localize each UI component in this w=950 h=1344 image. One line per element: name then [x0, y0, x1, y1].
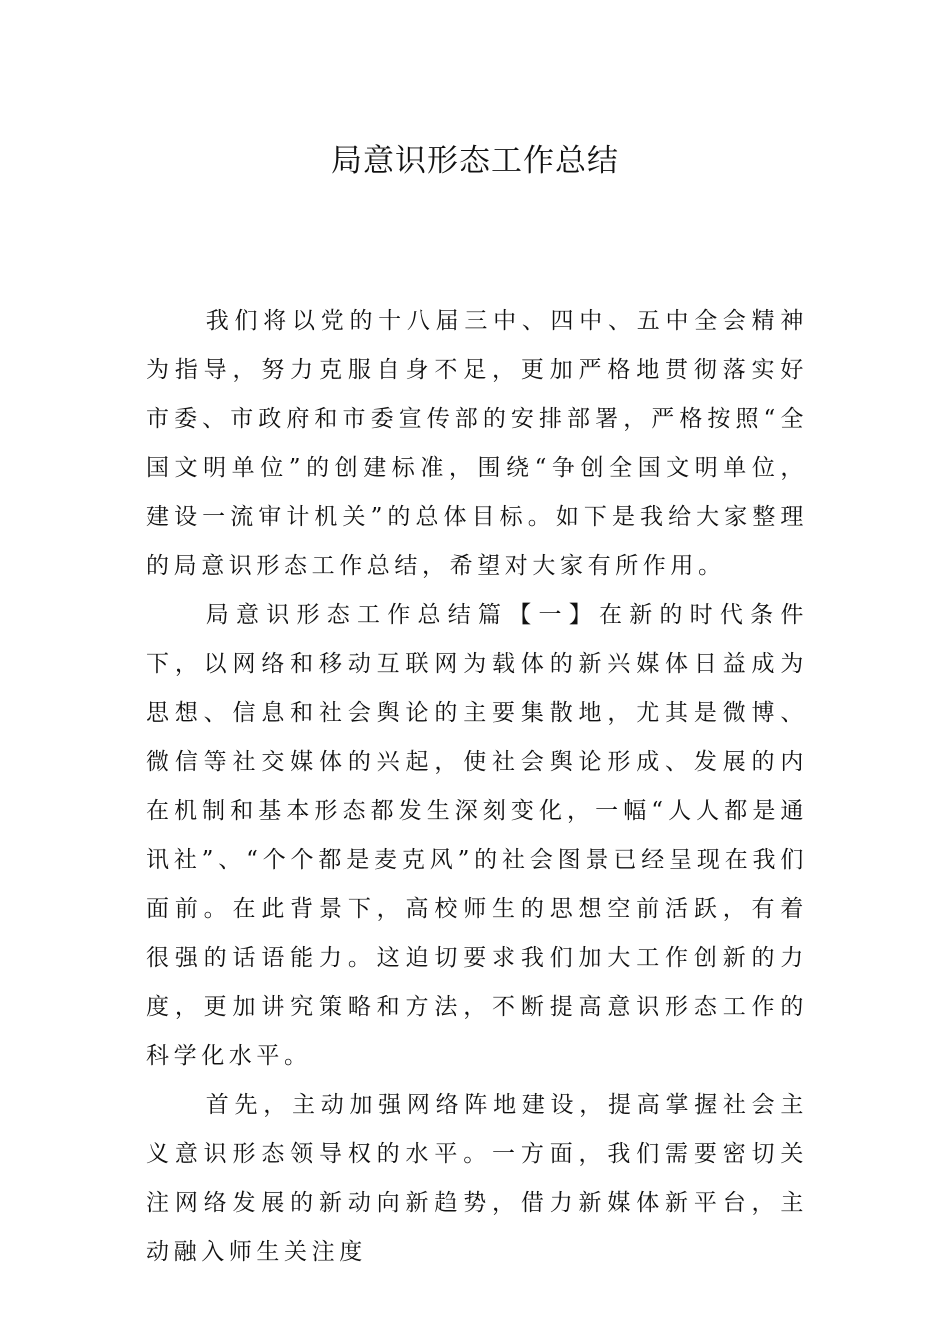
paragraph-intro: 我们将以党的十八届三中、四中、五中全会精神为指导，努力克服自身不足，更加严格地贯彻落实好市委、市政府和市委宣传部的安排部署，严格按照“全国文明单位”的创建标准，围绕“争创全国文明单位，建设一流审计机关”的总体目标。如下是我给大家整理的局意识形态工作总结，希望对大家有所作用。	[146, 308, 808, 579]
paragraph-first-point: 首先，主动加强网络阵地建设，提高掌握社会主义意识形态领导权的水平。一方面，我们需要密切关注网络发展的新动向新趋势，借力新媒体新平台，主动融入师生关注度	[146, 1092, 808, 1265]
paragraph-part-one: 局意识形态工作总结篇【一】在新的时代条件下，以网络和移动互联网为载体的新兴媒体日益成为思想、信息和社会舆论的主要集散地，尤其是微博、微信等社交媒体的兴起，使社会舆论形成、发展的内在机制和基本形态都发生深刻变化，一幅“人人都是通讯社”、“个个都是麦克风”的社会图景已经呈现在我们面前。在此背景下，高校师生的思想空前活跃，有着很强的话语能力。这迫切要求我们加大工作创新的力度，更加讲究策略和方法，不断提高意识形态工作的科学化水平。	[146, 602, 808, 1069]
document-body	[146, 297, 808, 1277]
document-title: 局意识形态工作总结	[331, 143, 619, 179]
